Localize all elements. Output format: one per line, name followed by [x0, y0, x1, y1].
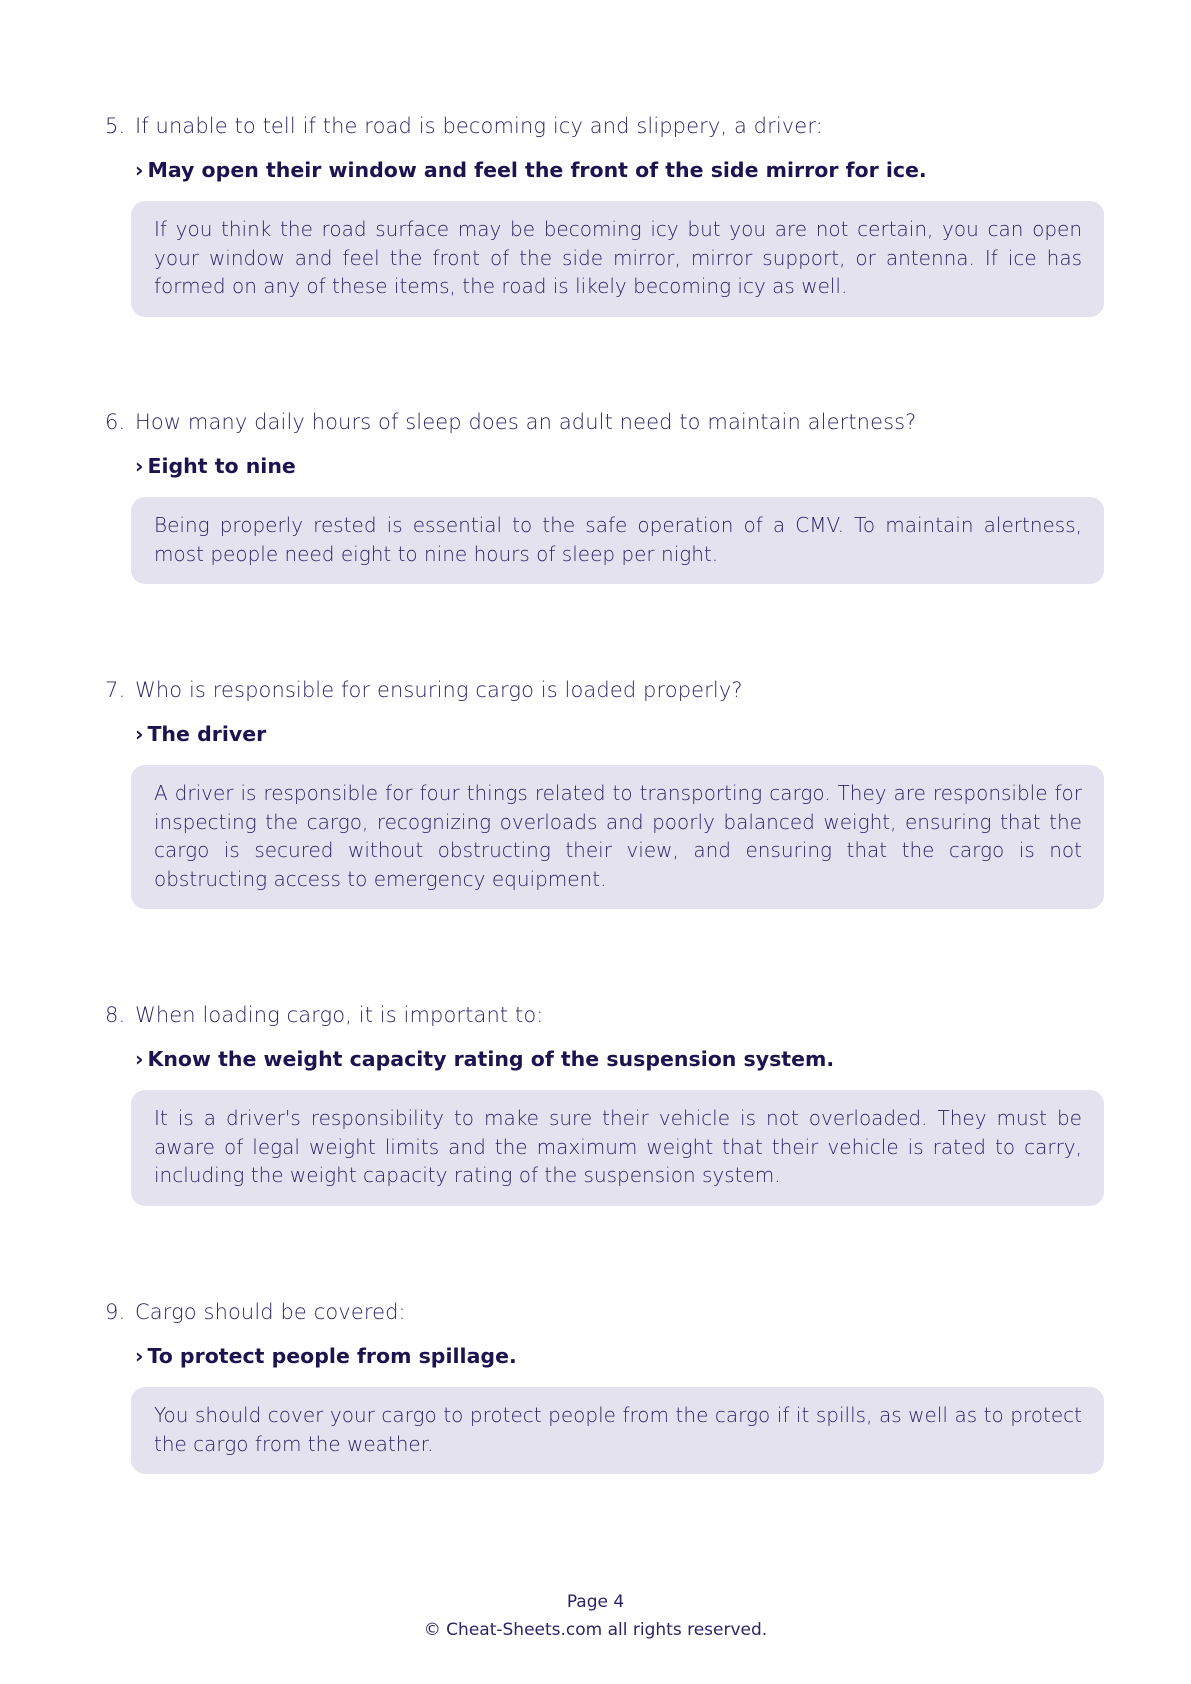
- answer-text: May open their window and feel the front of the side mirror for ice.: [147, 158, 927, 182]
- explanation-box: A driver is responsible for four things related to transporting cargo. They are responsible for inspecting the cargo, recognizing overloads and poorly balanced weight, ensuring that the cargo is secured without obstructing their view, and ensuring that the cargo is not obstructing access to emergency equipment.: [131, 765, 1104, 909]
- answer: [135, 1341, 1105, 1371]
- explanation-box: If you think the road surface may be becoming icy but you are not certain, you can open your window and feel the front of the side mirror, mirror support, or antenna. If ice has formed on any of these items, the road is likely becoming icy as well.: [131, 201, 1104, 317]
- question-number: 5.: [105, 114, 126, 138]
- question-block: [105, 407, 1105, 584]
- chevron-right-icon: ›: [135, 1344, 144, 1368]
- question-block: [105, 675, 1105, 909]
- question-number: 7.: [105, 678, 126, 702]
- chevron-right-icon: ›: [135, 454, 144, 478]
- question: [105, 675, 1105, 705]
- page-number: Page 4: [566, 1592, 625, 1612]
- question: [105, 1297, 1105, 1327]
- question-text: When loading cargo, it is important to:: [135, 1003, 544, 1027]
- answer-text: Know the weight capacity rating of the suspension system.: [147, 1047, 835, 1071]
- question-number: 8.: [105, 1003, 126, 1027]
- explanation-box: Being properly rested is essential to the safe operation of a CMV. To maintain alertness, most people need eight to nine hours of sleep per night.: [131, 497, 1104, 584]
- question-block: [105, 1297, 1105, 1474]
- explanation-box: It is a driver's responsibility to make sure their vehicle is not overloaded. They must be aware of legal weight limits and the maximum weight that their vehicle is rated to carry, including the weight capacity rating of the suspension system.: [131, 1090, 1104, 1206]
- chevron-right-icon: ›: [135, 1047, 144, 1071]
- answer: [135, 451, 1105, 481]
- question-number: 6.: [105, 410, 126, 434]
- question: [105, 111, 1105, 141]
- question-text: Cargo should be covered:: [135, 1300, 406, 1324]
- answer-text: Eight to nine: [147, 454, 296, 478]
- answer-text: To protect people from spillage.: [147, 1344, 517, 1368]
- question-text: If unable to tell if the road is becoming icy and slippery, a driver:: [135, 114, 823, 138]
- answer: [135, 719, 1105, 749]
- question: [105, 1000, 1105, 1030]
- answer-text: The driver: [147, 722, 267, 746]
- answer: [135, 155, 1105, 185]
- answer: [135, 1044, 1105, 1074]
- chevron-right-icon: ›: [135, 158, 144, 182]
- question: [105, 407, 1105, 437]
- chevron-right-icon: ›: [135, 722, 144, 746]
- copyright-notice: © Cheat-Sheets.com all rights reserved.: [423, 1620, 768, 1640]
- explanation-box: You should cover your cargo to protect people from the cargo if it spills, as well as to protect the cargo from the weather.: [131, 1387, 1104, 1474]
- question-text: Who is responsible for ensuring cargo is loaded properly?: [135, 678, 743, 702]
- question-number: 9.: [105, 1300, 126, 1324]
- question-text: How many daily hours of sleep does an adult need to maintain alertness?: [135, 410, 917, 434]
- question-block: [105, 1000, 1105, 1206]
- question-block: [105, 111, 1105, 317]
